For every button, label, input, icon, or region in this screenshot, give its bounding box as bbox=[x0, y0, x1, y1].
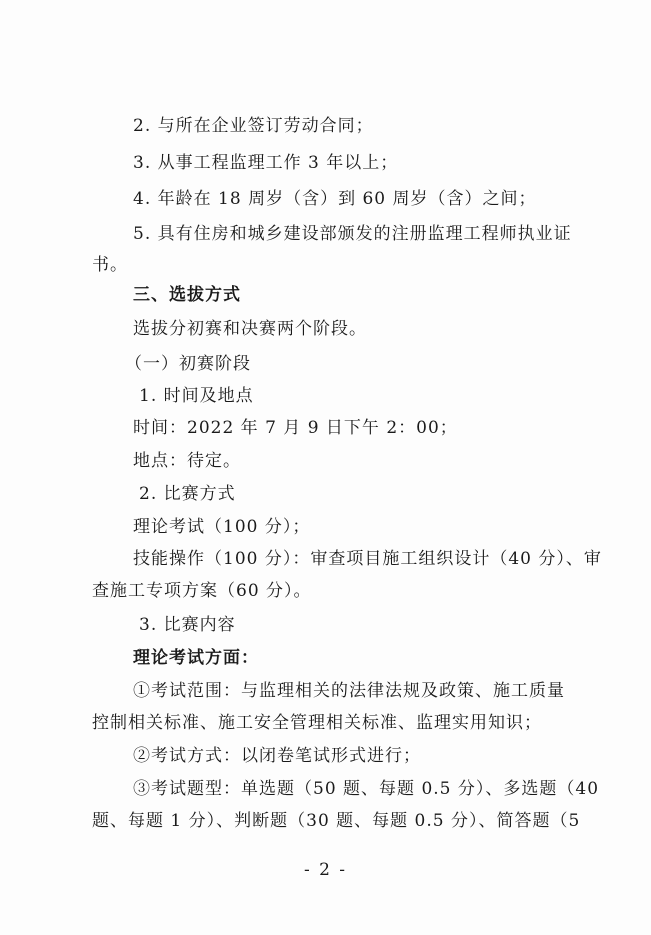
text-line: 技能操作（100 分）：审查项目施工组织设计（40 分）、审 bbox=[133, 549, 602, 569]
item-heading: 3. 比赛内容 bbox=[139, 615, 236, 635]
text-line: ②考试方式：以闭卷笔试形式进行； bbox=[133, 746, 421, 766]
text-line: 查施工专项方案（60 分）。 bbox=[92, 581, 312, 601]
subsection-heading: （一）初赛阶段 bbox=[125, 354, 251, 374]
item-heading: 2. 比赛方式 bbox=[139, 484, 236, 504]
text-line: 5. 具有住房和城乡建设部颁发的注册监理工程师执业证 bbox=[133, 224, 572, 244]
text-line: 2. 与所在企业签订劳动合同； bbox=[133, 116, 374, 136]
text-line: 4. 年龄在 18 周岁（含）到 60 周岁（含）之间； bbox=[133, 189, 537, 209]
page-number: - 2 - bbox=[303, 860, 348, 880]
text-line: 时间：2022 年 7 月 9 日下午 2：00； bbox=[133, 418, 458, 438]
text-line: ③考试题型：单选题（50 题、每题 0.5 分）、多选题（40 bbox=[133, 779, 600, 799]
section-heading: 三、选拔方式 bbox=[133, 285, 241, 305]
item-heading: 1. 时间及地点 bbox=[139, 386, 254, 406]
sub-item-heading: 理论考试方面： bbox=[133, 648, 259, 668]
text-line: 3. 从事工程监理工作 3 年以上； bbox=[133, 153, 399, 173]
text-line: ①考试范围：与监理相关的法律法规及政策、施工质量 bbox=[133, 681, 565, 701]
text-line: 题、每题 1 分）、判断题（30 题、每题 0.5 分）、简答题（5 bbox=[92, 811, 581, 831]
text-line: 地点：待定。 bbox=[133, 451, 241, 471]
text-line: 理论考试（100 分）； bbox=[133, 517, 311, 537]
text-line: 书。 bbox=[92, 255, 128, 275]
text-line: 控制相关标准、施工安全管理相关标准、监理实用知识； bbox=[92, 713, 542, 733]
text-line: 选拔分初赛和决赛两个阶段。 bbox=[133, 319, 367, 339]
